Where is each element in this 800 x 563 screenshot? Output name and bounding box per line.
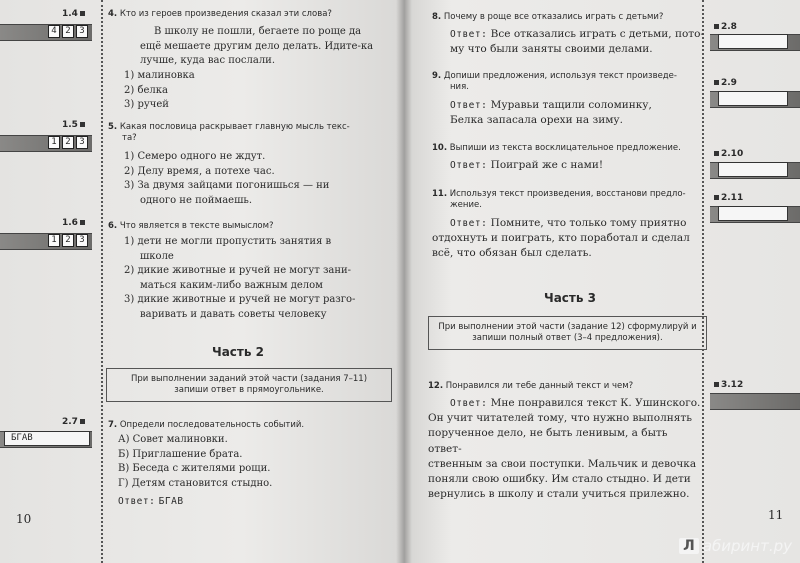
answer-slot-2-10 (718, 162, 788, 177)
answer-cells-1-5 (48, 136, 88, 149)
right-page (404, 0, 800, 563)
page-number-right: 11 (768, 508, 784, 522)
tag-2-9: 2.9 (712, 78, 737, 88)
question-11: 11. Используя текст произведения, восстанови предло- жение. (432, 189, 686, 211)
question-5-options: 1) Семеро одного не ждут. 2) Делу время, а потехе час. 3) За двумя зайцами погонишься — ни одного не поймаешь. (124, 151, 330, 206)
labirint-watermark: Л абиринт.ру (679, 537, 792, 555)
answer-slot-2-7: БГАВ (4, 431, 90, 446)
question-10-answer: Ответ: Поиграй же с нами! (450, 159, 604, 171)
answer-cell: 3 (76, 136, 88, 149)
tag-3-12: 3.12 (712, 380, 743, 390)
question-4: 4. Кто из героев произведения сказал эти слова? (108, 9, 332, 19)
question-9: 9. Допиши предложения, используя текст произведе- ния. (432, 71, 677, 93)
answer-slot-2-11 (718, 206, 788, 221)
tag-1-4: 1.4 (62, 9, 87, 19)
answer-cell: 2 (62, 136, 74, 149)
answer-bar-3-12 (710, 393, 800, 410)
part-3-instructions: При выполнении этой части (задание 12) сформулируй и запиши полный ответ (3–4 предложения). (428, 316, 707, 350)
question-4-quote: В школу не пошли, бегаете по роще да ещё мешаете другим дело делать. Идите-ка лучше, куда вас послали. (140, 26, 374, 66)
tag-2-11: 2.11 (712, 193, 743, 203)
part-2-instructions: При выполнении заданий этой части (задания 7–11) запиши ответ в прямоугольнике. (106, 368, 392, 402)
tag-2-7: 2.7 (62, 417, 87, 427)
answer-cell: 1 (48, 234, 60, 247)
answer-cell: 2 (62, 25, 74, 38)
tag-1-6: 1.6 (62, 218, 87, 228)
question-12: 12. Понравился ли тебе данный текст и чем? (428, 381, 634, 391)
part-2-heading: Часть 2 (212, 345, 264, 359)
question-6-options: 1) дети не могли пропустить занятия в школе 2) дикие животные и ручей не могут зани- маться каким-либо важным делом 3) дикие животные и ручей не могут разго- варивать и давать советы человеку (124, 236, 356, 320)
question-10: 10. Выпиши из текста восклицательное предложение. (432, 143, 681, 153)
answer-cells-1-4 (48, 25, 88, 38)
tag-2-10: 2.10 (712, 149, 743, 159)
question-8: 8. Почему в роще все отказались играть с детьми? (432, 12, 664, 22)
answer-cell: 3 (76, 234, 88, 247)
tag-1-5: 1.5 (62, 120, 87, 130)
question-7: 7. Определи последовательность событий. (108, 420, 305, 430)
question-5: 5. Какая пословица раскрывает главную мысль текс- та? (108, 122, 350, 144)
question-7-options: А) Совет малиновки. Б) Приглашение брата. В) Беседа с жителями рощи. Г) Детям становится стыдно. (118, 434, 273, 489)
left-margin-dotted-line (101, 0, 103, 563)
question-8-answer: Ответ: Все отказались играть с детьми, пото- му что были заняты своими делами. (450, 28, 704, 56)
book-gutter (396, 0, 412, 563)
page-number-left: 10 (16, 512, 32, 526)
answer-slot-2-8 (718, 34, 788, 49)
answer-cell: 3 (76, 25, 88, 38)
question-7-answer: Ответ: БГАВ (118, 496, 184, 507)
answer-slot-2-9 (718, 91, 788, 106)
question-9-answer: Ответ: Муравьи тащили соломинку, Белка запасала орехи на зиму. (450, 99, 652, 127)
answer-cell: 2 (62, 234, 74, 247)
tag-2-8: 2.8 (712, 22, 737, 32)
question-4-options: 1) малиновка 2) белка 3) ручей (124, 70, 195, 110)
question-12-answer: Ответ: Мне понравился текст К. Ушинского. Он учит читателей тому, что нужно выполнять порученное дело, не быть ленивым, а быть ответ- ственным за свои поступки. Мальчик и девочка поняли свою ошибку. Им стало стыдно. И дети вернулись в школу и стали учиться прилежно. (428, 397, 701, 501)
answer-cell: 4 (48, 25, 60, 38)
question-11-answer: Ответ: Помните, что только тому приятно отдохнуть и поиграть, кто поработал и сделал всё, что обязан был сделать. (432, 217, 690, 260)
answer-cell: 1 (48, 136, 60, 149)
answer-cells-1-6 (48, 234, 88, 247)
question-6: 6. Что является в тексте вымыслом? (108, 221, 274, 231)
part-3-heading: Часть 3 (544, 291, 596, 305)
